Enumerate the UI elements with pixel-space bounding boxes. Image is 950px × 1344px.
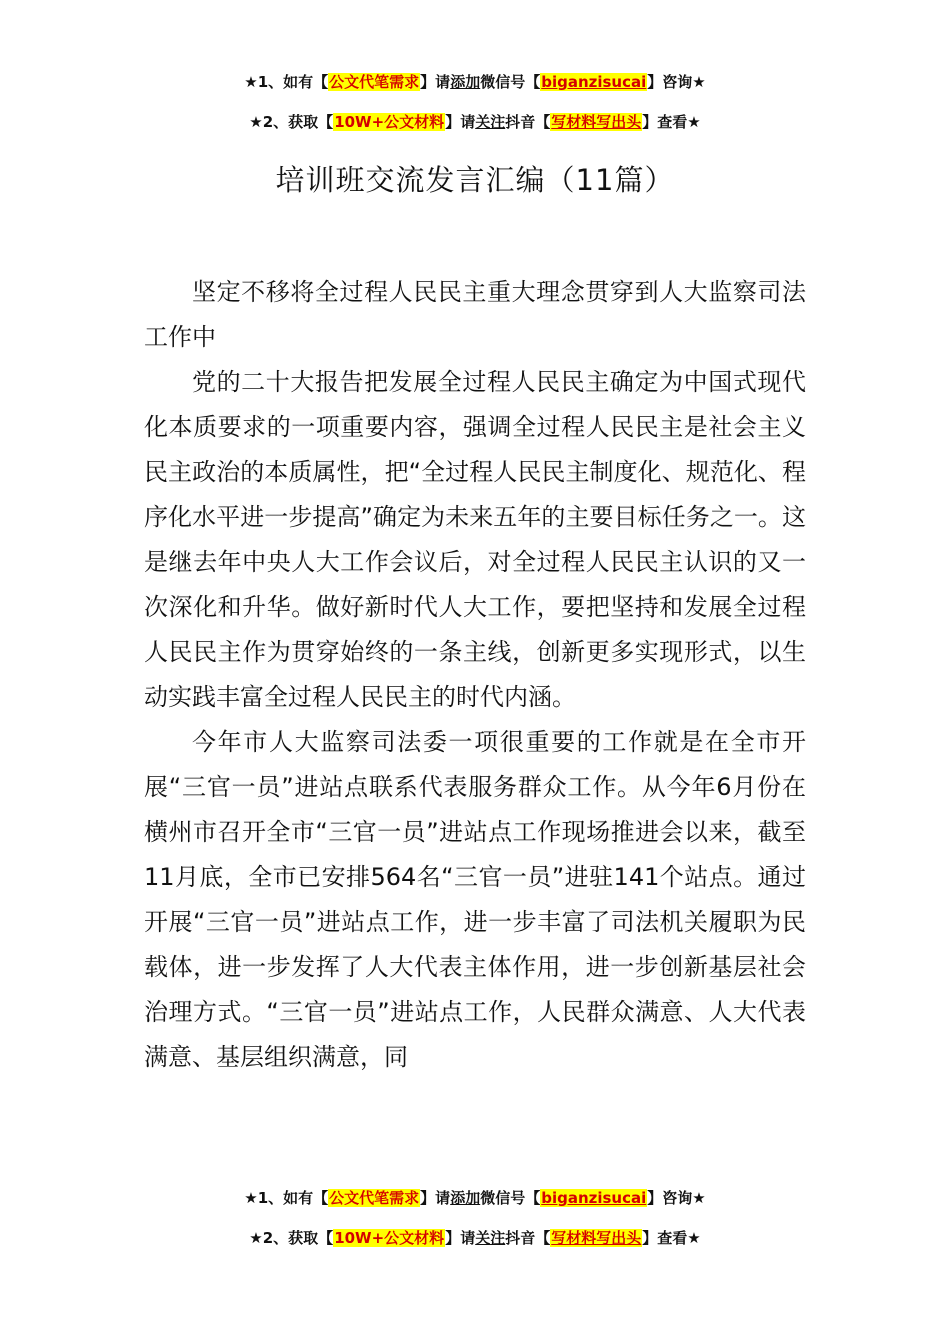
banner-emphasis: 关注	[475, 1229, 506, 1247]
banner-highlight: 公文代笔需求	[329, 73, 420, 91]
banner-text: 抖音【	[505, 1229, 551, 1247]
banner-text: 】咨询★	[647, 73, 706, 91]
wechat-id-link[interactable]: biganzisucai	[541, 73, 647, 91]
banner-text: 】咨询★	[647, 1189, 706, 1207]
body-paragraph: 党的二十大报告把发展全过程人民民主确定为中国式现代化本质要求的一项重要内容，强调全过程人民民主是社会主义民主政治的本质属性，把“全过程人民民主制度化、规范化、程序化水平进一步提高”确定为未来五年的主要目标任务之一。这是继去年中央人大工作会议后，对全过程人民民主认识的又一次深化和升华。做好新时代人大工作，要把坚持和发展全过程人民民主作为贯穿始终的一条主线，创新更多实现形式，以生动实践丰富全过程人民民主的时代内涵。	[144, 368, 806, 711]
banner-emphasis: 添加	[450, 1189, 481, 1207]
section-heading: 坚定不移将全过程人民民主重大理念贯穿到人大监察司法工作中	[144, 278, 806, 351]
banner-text: ★2、获取【	[249, 1229, 334, 1247]
document-body	[144, 270, 806, 1138]
douyin-account-link[interactable]: 写材料写出头	[551, 1229, 642, 1247]
banner-highlight: 10W+公文材料	[334, 1229, 445, 1247]
banner-text: ★2、获取【	[249, 113, 334, 131]
banner-text: 抖音【	[505, 113, 551, 131]
banner-text: 】查看★	[642, 1229, 701, 1247]
banner-emphasis: 添加	[450, 73, 481, 91]
banner-text: 】请	[445, 113, 476, 131]
wechat-id-link[interactable]: biganzisucai	[541, 1189, 647, 1207]
banner-highlight: 公文代笔需求	[329, 1189, 420, 1207]
bottom-banner-line-1	[0, 1188, 950, 1208]
top-banner-line-2	[0, 112, 950, 132]
banner-text: ★1、如有【	[244, 73, 329, 91]
bottom-banner-line-2	[0, 1228, 950, 1248]
banner-emphasis: 关注	[475, 113, 506, 131]
banner-text: 】查看★	[642, 113, 701, 131]
banner-text: 微信号【	[480, 1189, 541, 1207]
body-paragraph: 今年市人大监察司法委一项很重要的工作就是在全市开展“三官一员”进站点联系代表服务群众工作。从今年6月份在横州市召开全市“三官一员”进站点工作现场推进会以来，截至11月底，全市已安排564名“三官一员”进驻141个站点。通过开展“三官一员”进站点工作，进一步丰富了司法机关履职为民载体，进一步发挥了人大代表主体作用，进一步创新基层社会治理方式。“三官一员”进站点工作，人民群众满意、人大代表满意、基层组织满意，同	[144, 728, 806, 1071]
banner-highlight: 10W+公文材料	[334, 113, 445, 131]
document-title: 培训班交流发言汇编（11篇）	[275, 163, 675, 197]
banner-text: 微信号【	[480, 73, 541, 91]
banner-text: 】请	[420, 73, 451, 91]
banner-text: 】请	[445, 1229, 476, 1247]
banner-text: 】请	[420, 1189, 451, 1207]
top-banner-line-1	[0, 72, 950, 92]
douyin-account-link[interactable]: 写材料写出头	[551, 113, 642, 131]
banner-text: ★1、如有【	[244, 1189, 329, 1207]
